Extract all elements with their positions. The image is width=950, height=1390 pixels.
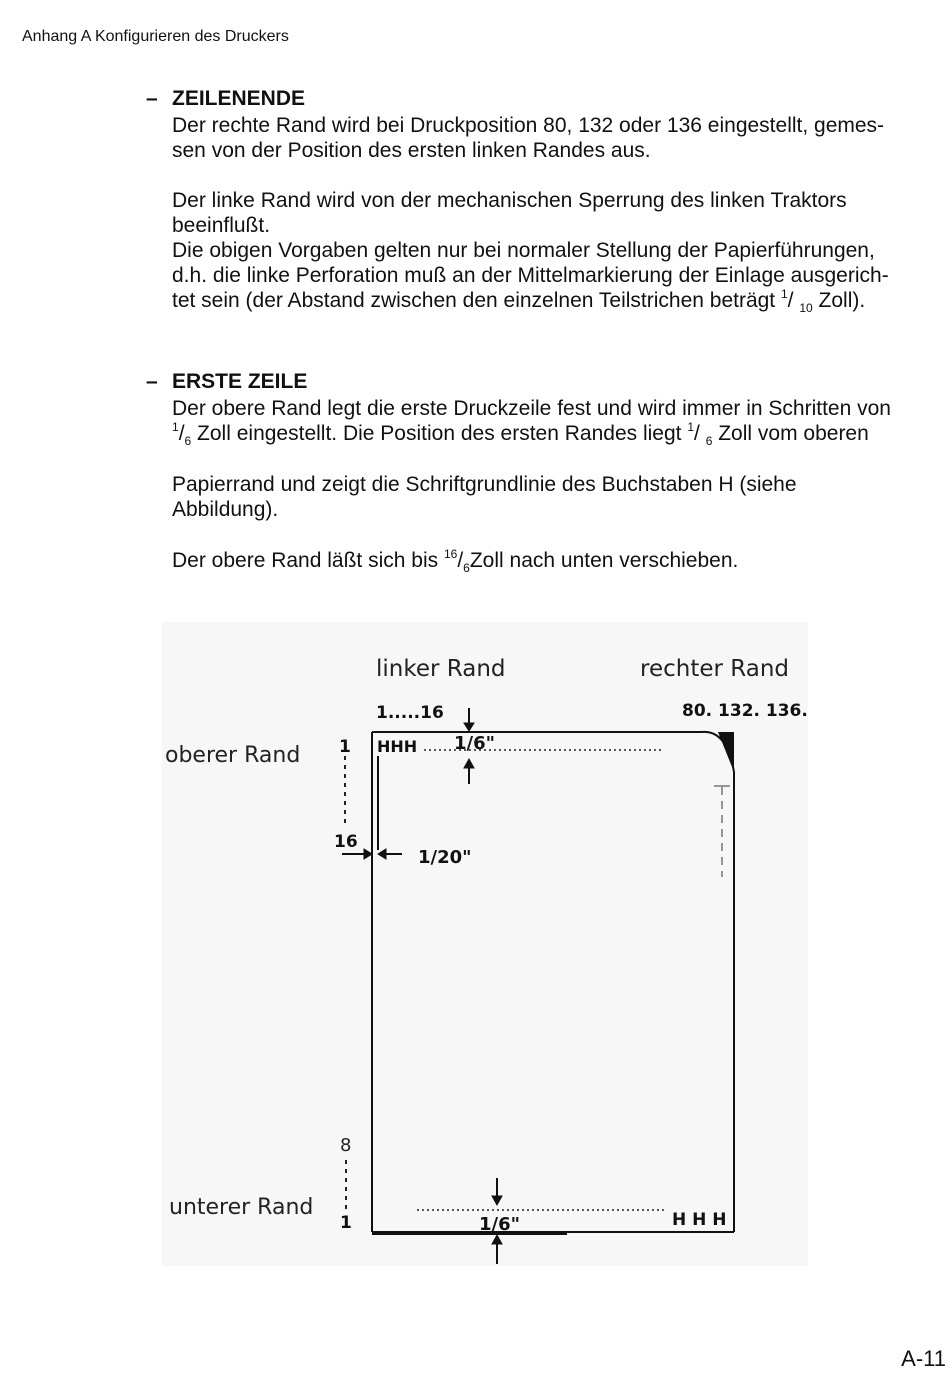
paragraph	[172, 472, 947, 522]
arrow-bottom-down	[492, 1178, 502, 1205]
text-line: $^1/_6$ Zoll eingestellt. Die Position des ersten Randes liegt $^1$/ $_6$ Zoll vom oberen	[172, 420, 869, 448]
margin-diagram-svg	[162, 622, 808, 1266]
label-hhh-top: HHH	[377, 737, 418, 756]
text-line: Der linke Rand wird von der mechanischen Sperrung des linken Traktors	[172, 189, 847, 212]
arrow-top-down	[464, 708, 474, 731]
label-eight: 8	[340, 1135, 352, 1156]
fraction-denominator: 10	[799, 301, 813, 315]
bullet-dash: –	[146, 370, 158, 393]
label-oberer-rand: oberer Rand	[165, 743, 301, 768]
label-sixteen: 16	[334, 832, 358, 852]
running-header: Anhang A Konfigurieren des Druckers	[22, 28, 289, 45]
label-rechter-rand: rechter Rand	[640, 656, 790, 682]
bullet-dash: –	[146, 87, 158, 110]
label-sixth-top: 1/6"	[454, 733, 496, 754]
section-title: ZEILENENDE	[172, 87, 306, 110]
text-line: Abbildung).	[172, 498, 279, 521]
label-unterer-rand: unterer Rand	[169, 1195, 314, 1220]
label-one-top: 1	[339, 737, 351, 757]
paragraph	[172, 548, 947, 573]
label-sixth-bottom: 1/6"	[479, 1214, 521, 1235]
section-erste-zeile	[146, 369, 946, 589]
arrow-bottom-up	[492, 1235, 502, 1264]
text-line: tet sein (der Abstand zwischen den einzelnen Teilstrichen beträgt $^1$/ $_{10}$ Zoll).	[172, 287, 866, 315]
section-title: ERSTE ZEILE	[172, 370, 308, 393]
margin-diagram	[162, 622, 808, 1266]
arrow-twentieth-left	[378, 849, 402, 859]
label-linker-rand: linker Rand	[376, 656, 506, 682]
arrow-top-up	[464, 759, 474, 784]
paragraph	[172, 113, 947, 163]
fraction-numerator: 1	[780, 287, 788, 301]
label-twentieth: 1/20"	[418, 847, 472, 868]
label-left-range: 1.....16	[376, 703, 444, 723]
text-line: sen von der Position des ersten linken Randes aus.	[172, 139, 651, 162]
paper-outline	[372, 732, 734, 1233]
section-zeilenende	[146, 86, 946, 326]
paragraph	[172, 188, 947, 313]
paragraph	[172, 396, 950, 446]
text-line: beeinflußt.	[172, 214, 271, 237]
label-hhh-bottom: H H H	[672, 1210, 727, 1230]
text-line: Papierrand und zeigt die Schriftgrundlinie des Buchstaben H (siehe	[172, 473, 797, 496]
text-line: Der rechte Rand wird bei Druckposition 80, 132 oder 136 eingestellt, gemes-	[172, 114, 885, 137]
text-line: d.h. die linke Perforation muß an der Mittelmarkierung der Einlage ausgerich-	[172, 264, 889, 287]
label-one-bottom: 1	[340, 1213, 352, 1233]
text-line: Der obere Rand läßt sich bis $^{16}/_6Zoll$ nach unten verschieben.	[172, 547, 739, 575]
page-number: A-11	[901, 1346, 946, 1371]
text-line: Der obere Rand legt die erste Druckzeile fest und wird immer in Schritten von	[172, 397, 891, 420]
label-positions: 80. 132. 136.	[682, 701, 808, 721]
text-line: Die obigen Vorgaben gelten nur bei normaler Stellung der Papierführungen,	[172, 239, 875, 262]
